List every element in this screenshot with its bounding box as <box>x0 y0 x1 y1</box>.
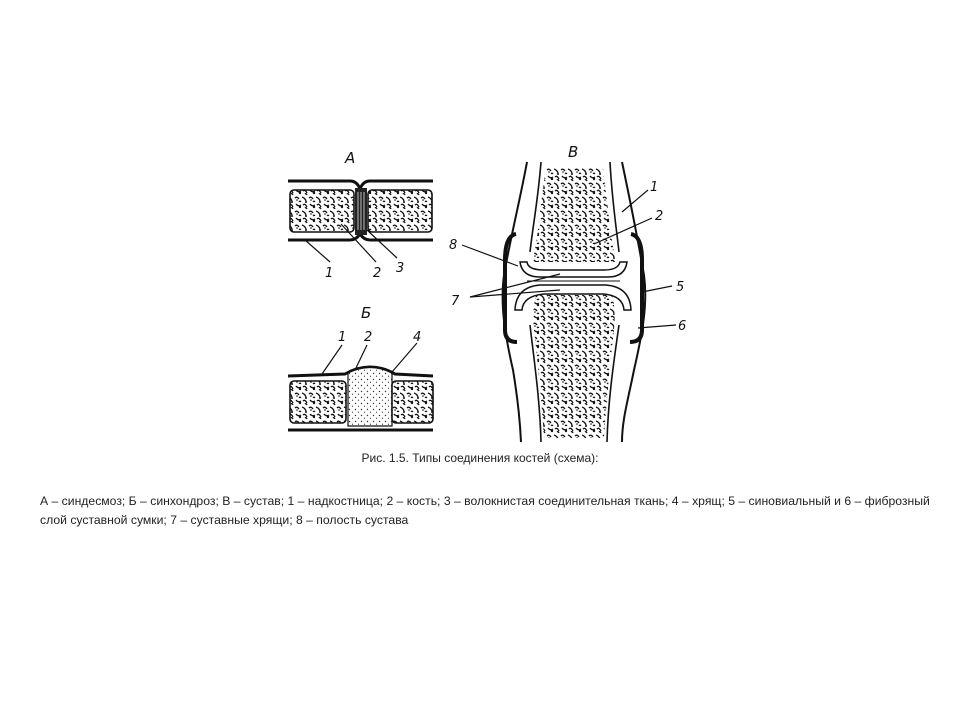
label-a-3: 3 <box>396 261 405 276</box>
label-v-8: 8 <box>449 238 458 253</box>
label-v-6: 6 <box>678 319 687 334</box>
label-b-1: 1 <box>338 330 347 345</box>
label-v-5: 5 <box>676 280 685 295</box>
panel-a-syndesmosis <box>288 149 433 281</box>
panel-a-letter: А <box>345 149 356 167</box>
panel-v-letter: В <box>568 143 579 161</box>
label-a-1: 1 <box>325 266 334 281</box>
label-v-2: 2 <box>655 209 664 224</box>
panel-b-letter: Б <box>361 304 372 322</box>
panel-v-joint <box>449 143 686 442</box>
figure-caption: Рис. 1.5. Типы соединения костей (схема): <box>361 451 599 465</box>
figure-legend: А – синдесмоз; Б – синхондроз; В – сустав; 1 – надкостница; 2 – кость; 3 – волокнистая соединительная ткань; 4 – хрящ; 5 – синовиальный и 6 – фиброзный слой суставной сумки; 7 – суставные хрящи; 8 – полость сустава <box>40 494 930 527</box>
label-b-4: 4 <box>413 330 422 345</box>
label-b-2: 2 <box>364 330 373 345</box>
label-v-7: 7 <box>451 294 460 309</box>
label-v-1: 1 <box>650 180 659 195</box>
panel-b-synchondrosis <box>288 304 433 430</box>
label-a-2: 2 <box>373 266 382 281</box>
